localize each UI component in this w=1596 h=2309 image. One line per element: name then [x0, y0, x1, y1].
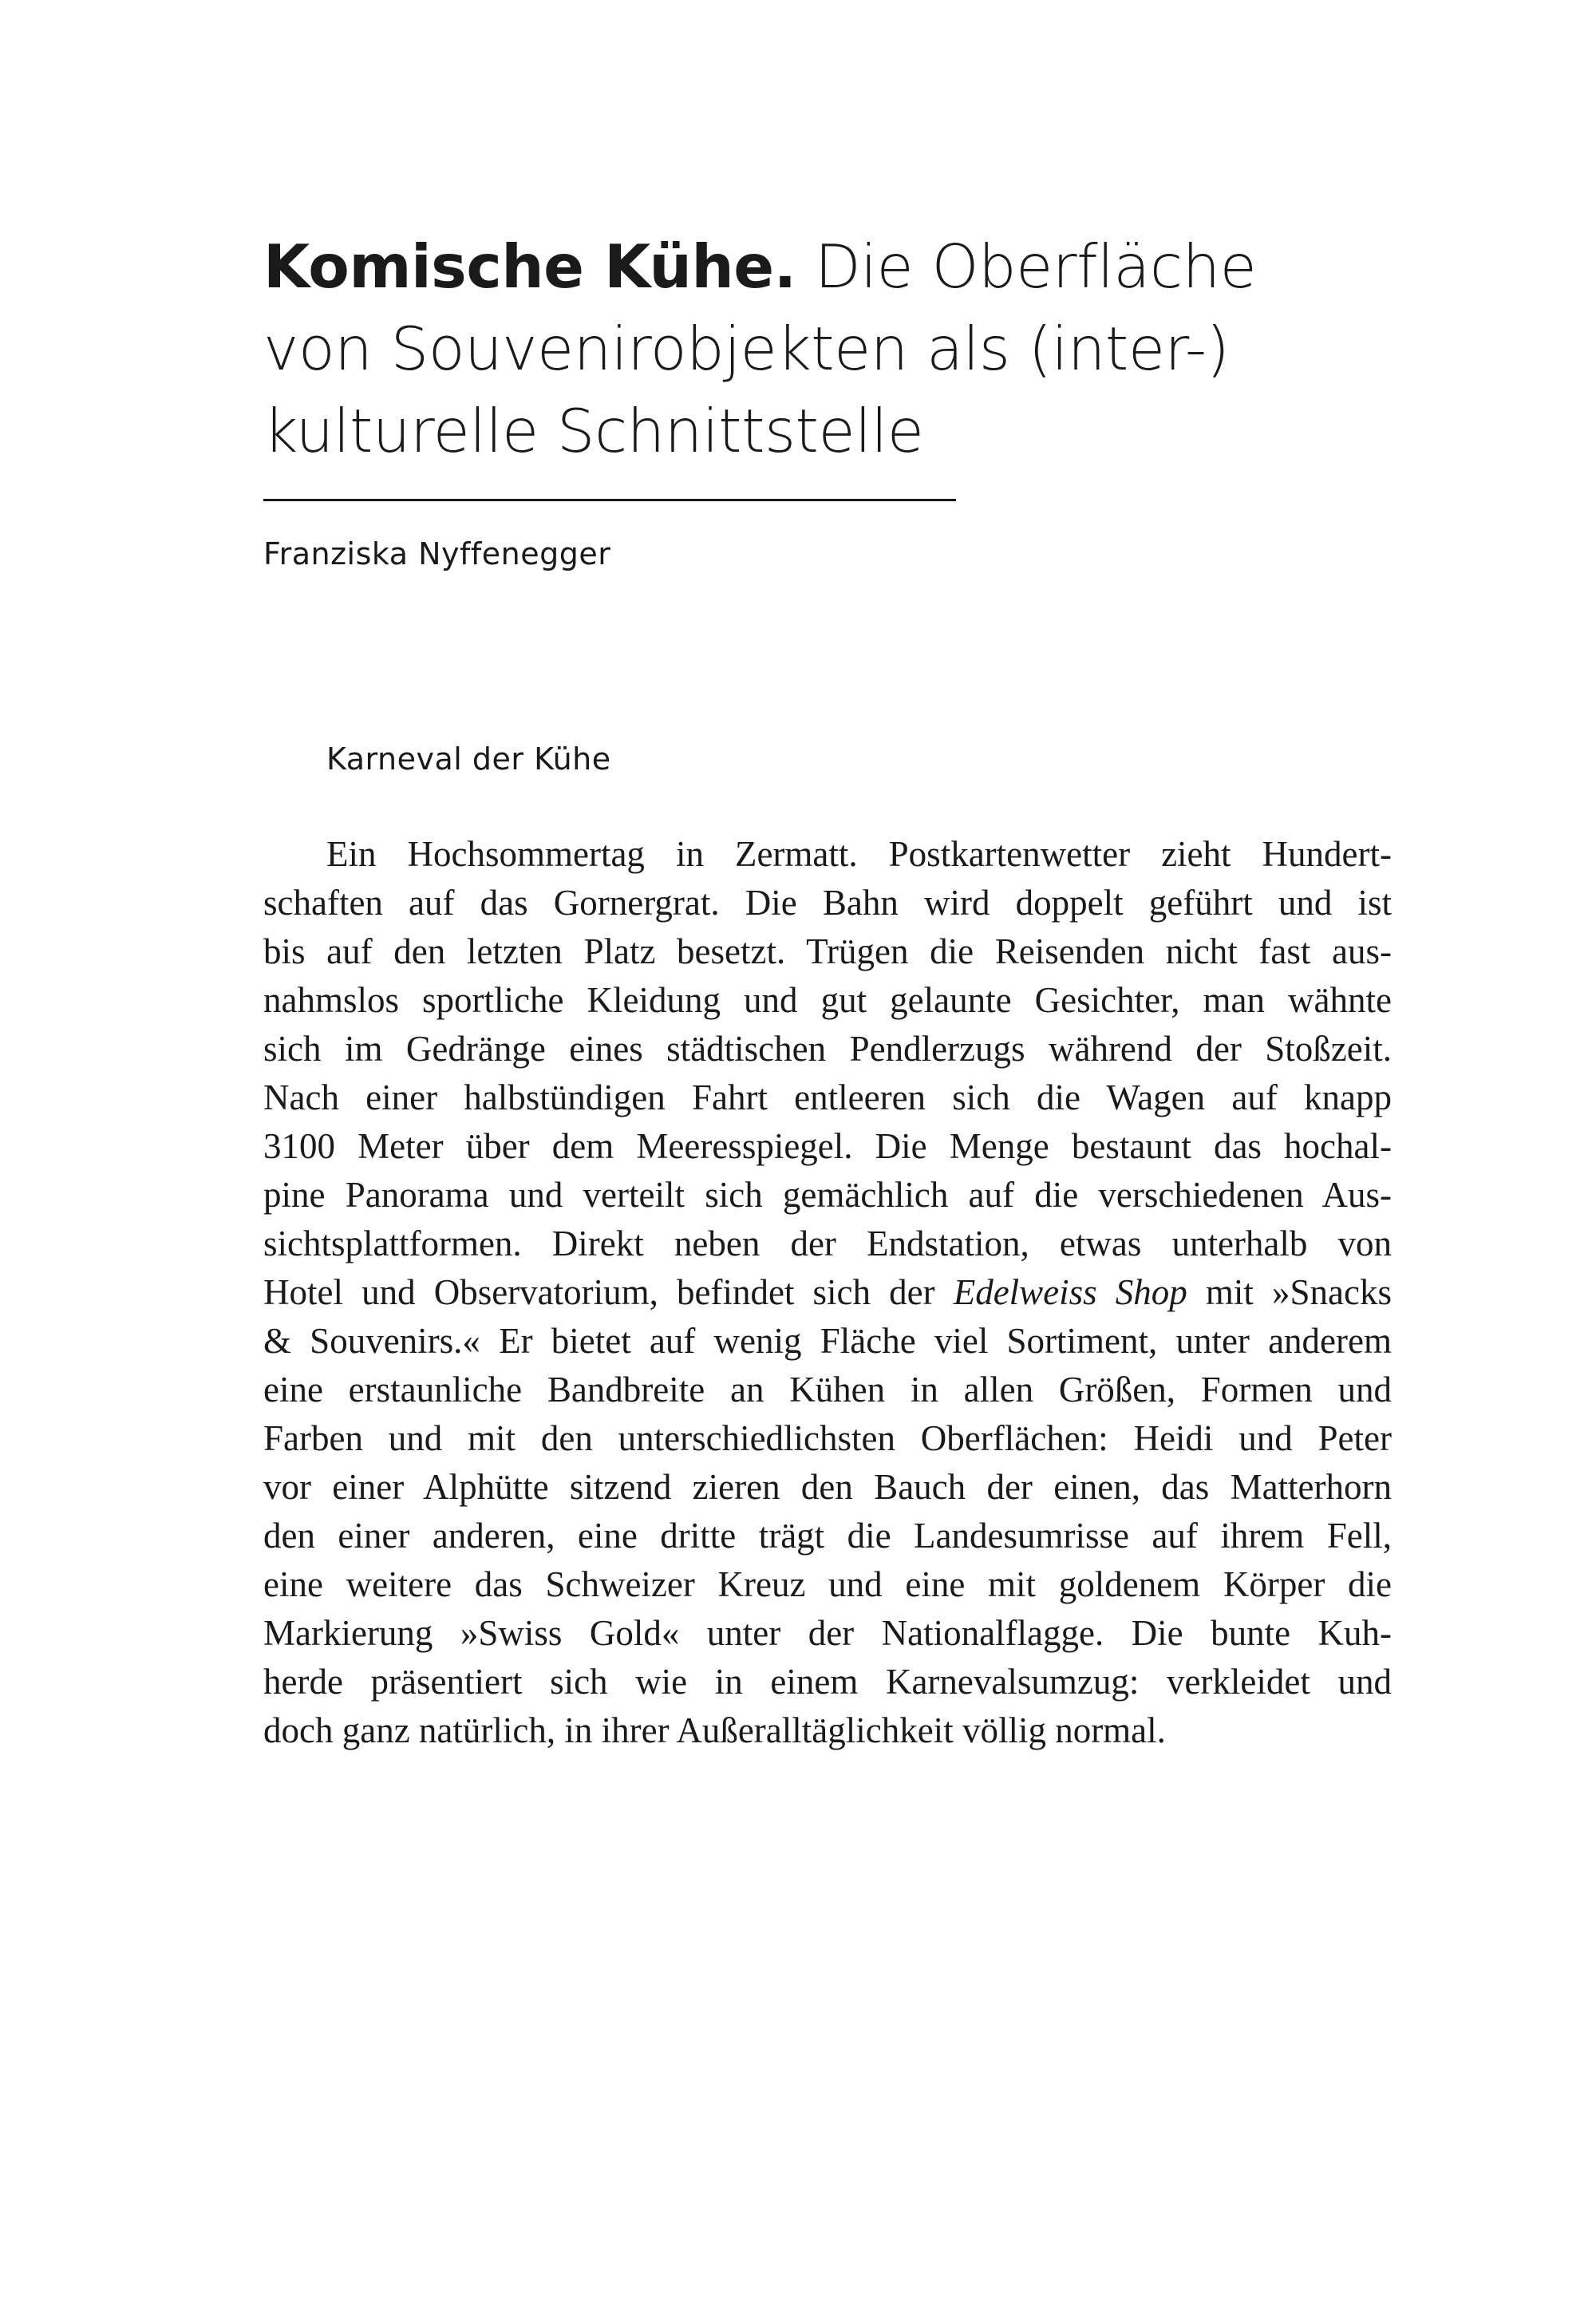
paragraph-line: vor einer Alphütte sitzend zieren den Bauch der einen, das Matterhorn — [263, 1467, 1392, 1507]
chapter-title-line-2: von Souvenirobjekten als (inter-) — [263, 314, 1230, 384]
paragraph-line-part: mit »Snacks — [1205, 1272, 1393, 1312]
section-heading: Karneval der Kühe — [326, 741, 611, 777]
paragraph-line: Nach einer halbstündigen Fahrt entleeren sich die Wagen auf knapp — [263, 1077, 1392, 1117]
paragraph-line: eine weitere das Schweizer Kreuz und eine mit goldenem Körper die — [263, 1564, 1392, 1604]
paragraph-line: Ein Hochsommertag in Zermatt. Postkartenwetter zieht Hundert- — [326, 834, 1392, 874]
paragraph-line: den einer anderen, eine dritte trägt die Landesumrisse auf ihrem Fell, — [263, 1516, 1392, 1556]
paragraph-line: eine erstaunliche Bandbreite an Kühen in allen Größen, Formen und — [263, 1370, 1392, 1410]
paragraph-line: Farben und mit den unterschiedlichsten Oberflächen: Heidi und Peter — [263, 1418, 1392, 1458]
paragraph-line: 3100 Meter über dem Meeresspiegel. Die Menge bestaunt das hochal- — [263, 1126, 1392, 1166]
paragraph-line: pine Panorama und verteilt sich gemächlich auf die verschiedenen Aus- — [263, 1175, 1392, 1215]
shop-name-italic: Edelweiss Shop — [953, 1272, 1187, 1312]
paragraph-line: sichtsplattformen. Direkt neben der Endstation, etwas unterhalb von — [263, 1224, 1392, 1263]
paragraph-line: bis auf den letzten Platz besetzt. Trügen die Reisenden nicht fast aus- — [263, 931, 1392, 971]
chapter-title-line-1 — [263, 226, 1381, 308]
paragraph-line-with-shop-name — [263, 1268, 1392, 1317]
paragraph-line: Markierung »Swiss Gold« unter der Nationalflagge. Die bunte Kuh- — [263, 1613, 1392, 1653]
paragraph-line: nahmslos sportliche Kleidung und gut gelaunte Gesichter, man wähnte — [263, 980, 1392, 1020]
title-divider — [263, 499, 956, 501]
paragraph-line-part: Hotel und Observatorium, befindet sich der — [263, 1272, 935, 1312]
paragraph-line: doch ganz natürlich, in ihrer Außeralltäglichkeit völlig normal. — [263, 1710, 1166, 1750]
body-paragraph — [263, 830, 1392, 1755]
chapter-title — [263, 226, 1381, 472]
paragraph-line: herde präsentiert sich wie in einem Karnevalsumzug: verkleidet und — [263, 1662, 1392, 1702]
paragraph-line: sich im Gedränge eines städtischen Pendlerzugs während der Stoßzeit. — [263, 1029, 1392, 1069]
chapter-title-bold: Komische Kühe. — [263, 231, 796, 302]
paragraph-line: schaften auf das Gornergrat. Die Bahn wird doppelt geführt und ist — [263, 883, 1392, 923]
chapter-title-line-3: kulturelle Schnittstelle — [263, 396, 924, 466]
paragraph-line: & Souvenirs.« Er bietet auf wenig Fläche viel Sortiment, unter anderem — [263, 1321, 1392, 1361]
author-name: Franziska Nyffenegger — [263, 536, 611, 571]
chapter-title-line-1-rest: Die Oberfläche — [814, 231, 1257, 302]
